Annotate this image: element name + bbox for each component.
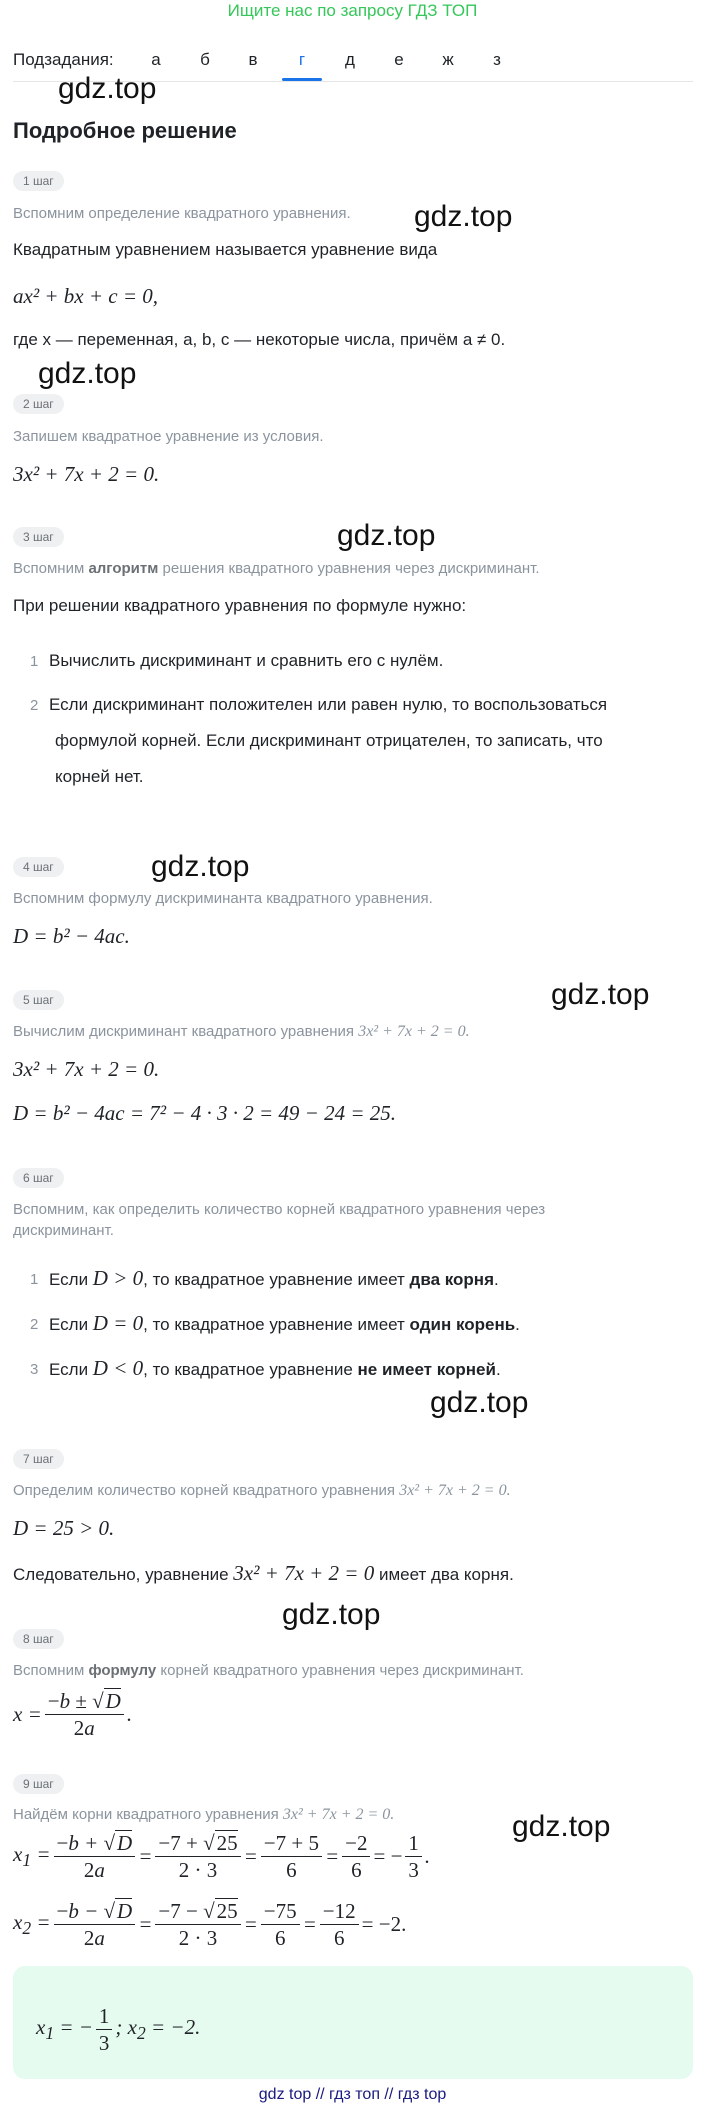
step-hint: Запишем квадратное уравнение из условия.: [13, 428, 324, 445]
watermark: gdz.top: [38, 357, 137, 390]
list-number: 2: [30, 1316, 39, 1333]
page-title: Подробное решение: [13, 118, 237, 143]
roots-formula: x = $\frac{-b \pm √D}{2a}$ .: [13, 1689, 133, 1740]
step-hint: Определим количество корней квадратного уравнения 3x² + 7x + 2 = 0.: [13, 1482, 511, 1499]
list-item: Вычислить дискриминант и сравнить его с нулём.: [49, 651, 444, 670]
list-item: Если дискриминант положителен или равен нулю, то воспользоваться: [49, 695, 608, 714]
tab-z[interactable]: з: [493, 50, 501, 69]
watermark: gdz.top: [512, 1810, 611, 1843]
watermark: gdz.top: [282, 1598, 381, 1631]
step-hint: Вспомним, как определить количество корней квадратного уравнения через: [13, 1201, 546, 1218]
watermark: gdz.top: [414, 200, 513, 233]
step-badge: 9 шаг: [13, 1774, 64, 1794]
step-hint: Вспомним определение квадратного уравнения.: [13, 205, 351, 222]
tab-a[interactable]: а: [151, 50, 161, 69]
tab-e[interactable]: е: [394, 50, 404, 69]
list-item: формулой корней. Если дискриминант отрицателен, то записать, что: [55, 731, 603, 750]
step-badge: 6 шаг: [13, 1168, 64, 1188]
step-hint: Вспомним алгоритм решения квадратного уравнения через дискриминант.: [13, 560, 540, 577]
formula: 3x² + 7x + 2 = 0.: [13, 1057, 160, 1081]
list-item: Если D < 0, то квадратное уравнение не имеет корней.: [49, 1356, 501, 1380]
tab-v[interactable]: в: [248, 50, 258, 69]
formula: D = b² − 4ac = 7² − 4 · 3 · 2 = 49 − 24 = 25.: [13, 1101, 397, 1125]
footer-links[interactable]: gdz top // гдз топ // гдз top: [258, 2086, 447, 2103]
tab-g[interactable]: г: [298, 50, 306, 69]
list-number: 1: [30, 653, 39, 670]
subtasks-label: Подзадания:: [13, 50, 114, 69]
step-text: Квадратным уравнением называется уравнение вида: [13, 240, 438, 259]
list-number: 3: [30, 1361, 39, 1378]
step-badge: 8 шаг: [13, 1629, 64, 1649]
step-text: Следовательно, уравнение 3x² + 7x + 2 = 0 имеет два корня.: [13, 1561, 514, 1585]
watermark: gdz.top: [337, 519, 436, 552]
step-hint: Вспомним формулу корней квадратного уравнения через дискриминант.: [13, 1662, 524, 1679]
step-hint: дискриминант.: [13, 1222, 114, 1239]
formula: D = b² − 4ac.: [13, 924, 130, 948]
step-badge: 1 шаг: [13, 171, 64, 191]
formula: D = 25 > 0.: [13, 1516, 115, 1540]
list-item: Если D = 0, то квадратное уравнение имеет один корень.: [49, 1311, 520, 1335]
promo-banner: Ищите нас по запросу ГДЗ ТОП: [227, 1, 478, 20]
tab-d[interactable]: д: [345, 50, 355, 69]
step-hint: Вычислим дискриминант квадратного уравнения 3x² + 7x + 2 = 0.: [13, 1023, 470, 1040]
step-badge: 7 шаг: [13, 1449, 64, 1469]
step-text: где x — переменная, a, b, c — некоторые числа, причём a ≠ 0.: [13, 330, 506, 349]
step-badge: 2 шаг: [13, 394, 64, 414]
tab-b[interactable]: б: [200, 50, 210, 69]
watermark: gdz.top: [430, 1386, 529, 1419]
formula: ax² + bx + c = 0,: [13, 284, 159, 308]
tab-zh[interactable]: ж: [442, 50, 454, 69]
watermark: gdz.top: [58, 72, 157, 105]
answer-formula: $x_1$ = − $\frac{1}{3}$ ; $x_2 = -2$.: [36, 2004, 201, 2055]
step-badge: 4 шаг: [13, 857, 64, 877]
root-x2: $x_2$ = $\frac{-b - √D}{2a}$ = $\frac{-7 - √25}{2 \cdot 3}$ = $\frac{-75}{6}$ = $\frac{-12}{6}$ = −2.: [13, 1899, 407, 1950]
formula: 3x² + 7x + 2 = 0.: [13, 462, 160, 486]
step-hint: Найдём корни квадратного уравнения 3x² + 7x + 2 = 0.: [13, 1806, 395, 1823]
root-x1: $x_1$ = $\frac{-b + √D}{2a}$ = $\frac{-7 + √25}{2 \cdot 3}$ = $\frac{-7 + 5}{6}$ = $\frac{-2}{6}$ = − $\frac{1}{3}$ .: [13, 1831, 431, 1882]
step-hint: Вспомним формулу дискриминанта квадратного уравнения.: [13, 890, 433, 907]
list-item: корней нет.: [55, 767, 144, 786]
step-badge: 3 шаг: [13, 527, 64, 547]
list-number: 2: [30, 697, 39, 714]
watermark: gdz.top: [151, 850, 250, 883]
step-text: При решении квадратного уравнения по формуле нужно:: [13, 596, 467, 615]
step-badge: 5 шаг: [13, 990, 64, 1010]
list-number: 1: [30, 1271, 39, 1288]
watermark: gdz.top: [551, 978, 650, 1011]
list-item: Если D > 0, то квадратное уравнение имеет два корня.: [49, 1266, 499, 1290]
